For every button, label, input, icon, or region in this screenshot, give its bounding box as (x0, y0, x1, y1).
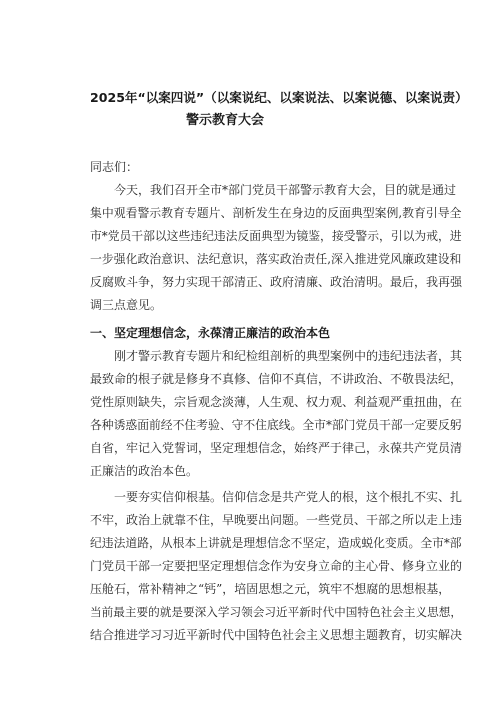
salutation: 同志们： (90, 160, 139, 174)
paragraph-line: 结合推进学习习近平新时代中国特色社会主义思想主题教育，切实解决 (90, 628, 463, 642)
paragraph-line: 当前最主要的就是要深入学习领会习近平新时代中国特色社会主义思想， (90, 605, 463, 619)
paragraph-line: 今天，我们召开全市*部门党员干部警示教育大会，目的就是通过 (114, 183, 457, 197)
document-title: 2025年“以案四说”（以案说纪、以案说法、以案说德、以案说责） (90, 90, 468, 105)
paragraph-line: 正廉洁的政治本色。 (90, 464, 199, 478)
paragraph-line: 调三点意见。 (90, 298, 163, 312)
paragraph-line: 压舱石，常补精神之“钙”，培固思想之元，筑牢不想腐的思想根基， (90, 582, 451, 596)
paragraph-line: 党性原则缺失，宗旨观念淡薄，人生观、权力观、利益观严重扭曲，在 (90, 395, 463, 409)
paragraph-line: 各种诱惑面前经不住考验、守不住底线。全市*部门党员干部一定要反躬 (90, 418, 462, 432)
section-heading: 一、坚定理想信念，永葆清正廉洁的政治本色 (90, 326, 331, 340)
paragraph-line: 不牢，政治上就靠不住，早晚要出问题。一些党员、干部之所以走上违 (90, 513, 463, 527)
paragraph-line: 一要夯实信仰根基。信仰信念是共产党人的根，这个根扎不实、扎 (114, 490, 463, 504)
paragraph-line: 门党员干部一定要把坚定理想信念作为安身立命的主心骨、修身立业的 (90, 559, 463, 573)
paragraph-line: 市*党员干部以这些违纪违法反面典型为镜鉴，接受警示，引以为戒，进 (90, 229, 462, 243)
paragraph-line: 反腐败斗争，努力实现干部清正、政府清廉、政治清明。最后，我再强 (90, 275, 463, 289)
paragraph-line: 集中观看警示教育专题片、剖析发生在身边的反面典型案例,教育引导全 (90, 206, 462, 220)
paragraph-line: 自省，牢记入党誓词，坚定理想信念，始终严于律己，永葆共产党员清 (90, 441, 463, 455)
paragraph-line: 刚才警示教育专题片和纪检组剖析的典型案例中的违纪违法者，其 (114, 349, 463, 363)
document-subtitle: 警示教育大会 (186, 113, 265, 128)
paragraph-line: 纪违法道路，从根本上讲就是理想信念不坚定，造成蜕化变质。全市*部 (90, 536, 462, 550)
paragraph-line: 最致命的根子就是修身不真修、信仰不真信，不讲政治、不敬畏法纪， (90, 372, 463, 386)
paragraph-line: 一步强化政治意识、法纪意识，落实政治责任,深入推进党风廉政建设和 (90, 252, 462, 266)
